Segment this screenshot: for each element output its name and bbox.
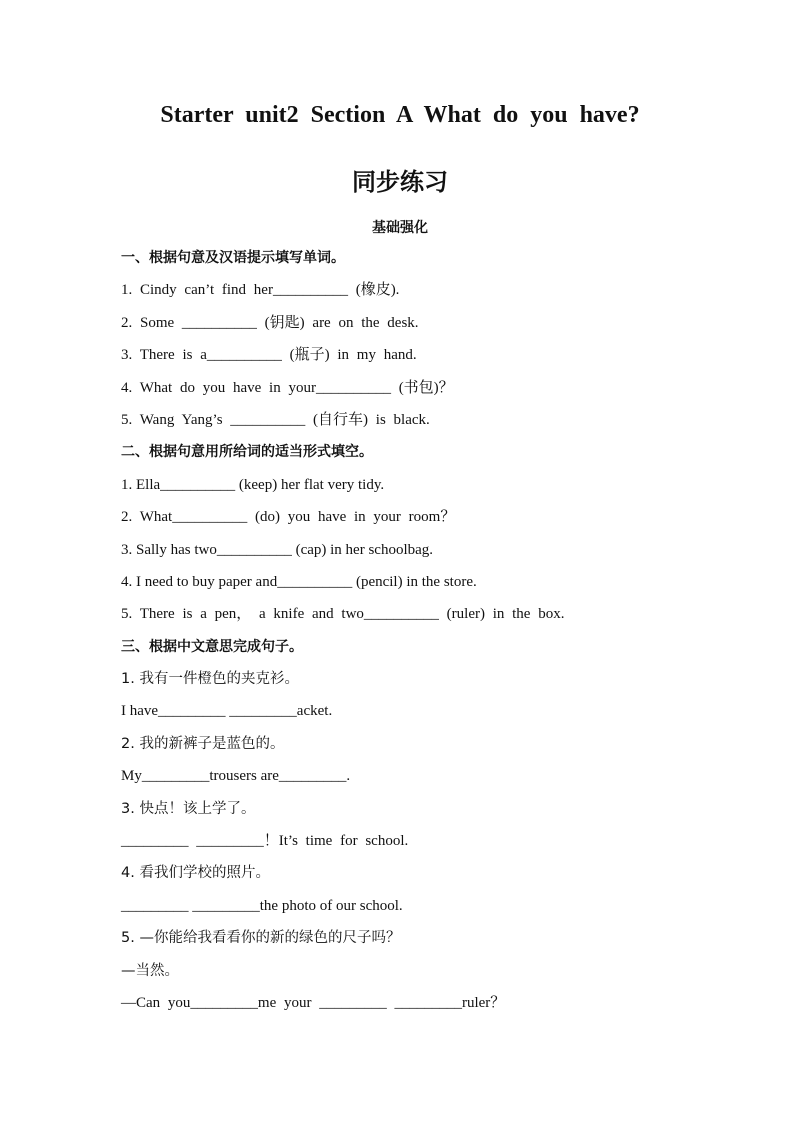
- exercise-line-chinese: 1. 我有一件橙色的夹克衫。: [121, 671, 299, 688]
- exercise-line: _________ _________the photo of our school.: [121, 897, 403, 914]
- exercise-line: 3. Sally has two__________ (cap) in her schoolbag.: [121, 541, 434, 558]
- exercise-line: _________ _________！It’s time for school.: [121, 833, 409, 850]
- exercise-line: 5. There is a pen， a knife and two__________ (ruler) in the box.: [121, 606, 565, 623]
- exercise-line: 2. Some __________ (钥匙) are on the desk.: [121, 314, 419, 331]
- part-2-heading: 二、根据句意用所给词的适当形式填空。: [121, 444, 373, 461]
- exercise-line: 1. Ella__________ (keep) her flat very tidy.: [121, 476, 385, 493]
- exercise-line: 4. What do you have in your__________ (书包)？: [121, 379, 454, 396]
- exercise-line-chinese: 4. 看我们学校的照片。: [121, 865, 270, 882]
- exercise-line: 4. I need to buy paper and__________ (pencil) in the store.: [121, 573, 477, 590]
- exercise-line: I have_________ _________acket.: [121, 703, 333, 720]
- exercise-line-chinese: 5. —你能给我看看你的新的绿色的尺子吗？: [121, 930, 401, 947]
- exercise-line-chinese: 2. 我的新裤子是蓝色的。: [121, 735, 285, 752]
- exercise-line: 1. Cindy can’t find her__________ (橡皮).: [121, 282, 400, 299]
- exercise-line: 3. There is a__________ (瓶子) in my hand.: [121, 347, 417, 364]
- exercise-line: —Can you_________me your _________ _________ruler？: [121, 994, 506, 1011]
- exercise-body: [121, 247, 721, 1024]
- part-3-heading: 三、根据中文意思完成句子。: [121, 638, 303, 655]
- exercise-line-chinese: —当然。: [121, 962, 179, 979]
- part-1-heading: 一、根据句意及汉语提示填写单词。: [121, 250, 345, 266]
- section-tag: 基础强化: [372, 220, 428, 236]
- page-subtitle: 同步练习: [352, 168, 448, 196]
- exercise-line: 2. What__________ (do) you have in your room？: [121, 509, 456, 526]
- exercise-line: My_________trousers are_________.: [121, 768, 351, 785]
- page-title: Starter unit2 Section A What do you have?: [160, 102, 640, 128]
- exercise-line: 5. Wang Yang’s __________ (自行车) is black.: [121, 411, 430, 428]
- exercise-line-chinese: 3. 快点！该上学了。: [121, 800, 256, 817]
